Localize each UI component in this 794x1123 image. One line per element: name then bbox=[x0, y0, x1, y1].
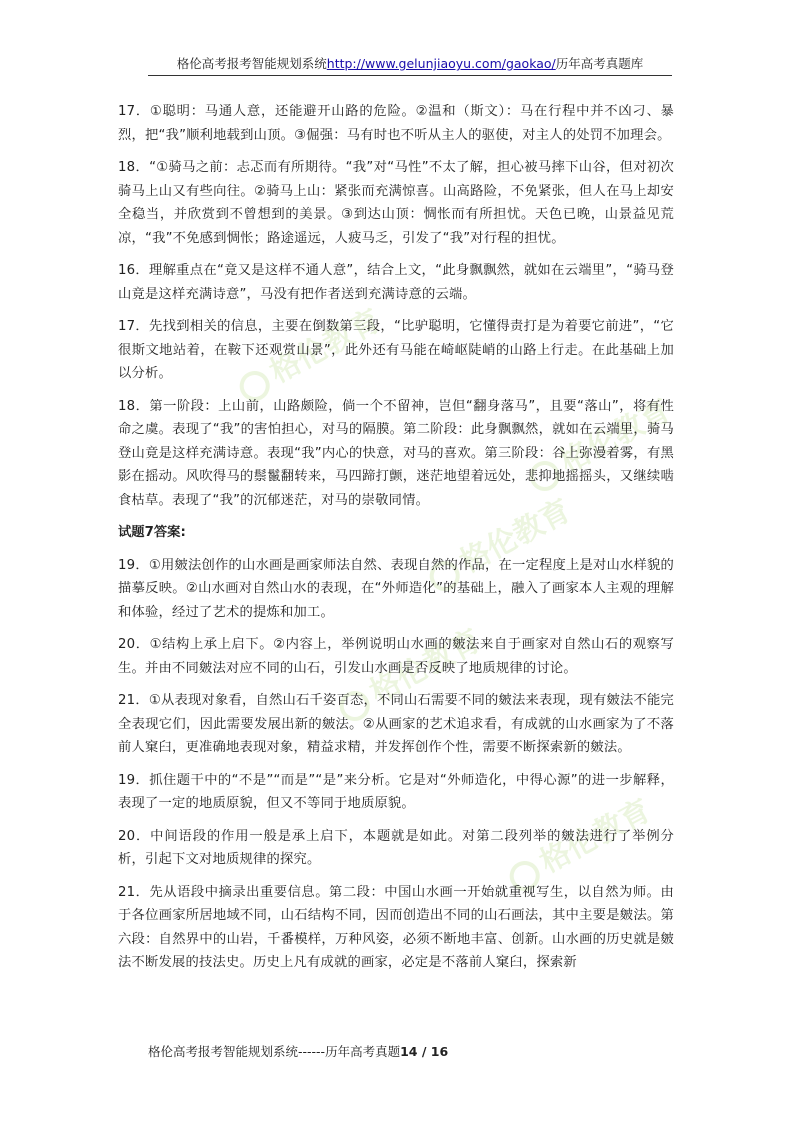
page-number: 14 / 16 bbox=[400, 1044, 449, 1059]
answer-paragraph: 16．理解重点在“竟又是这样不通人意”，结合上文，“此身飘飘然，就如在云端里”，“骑马登山竟是这样充满诗意”，马没有把作者送到充满诗意的云端。 bbox=[118, 263, 674, 302]
header-link[interactable]: http://www.gelunjiaoyu.com/gaokao/ bbox=[326, 56, 556, 71]
watermark-text: 格伦教育 bbox=[364, 623, 487, 711]
section-heading: 试题7答案: bbox=[118, 525, 186, 540]
watermark-text: 格伦教育 bbox=[264, 303, 387, 391]
answer-paragraph: 20．①结构上承上启下。②内容上，举例说明山水画的皴法来自于画家对自然山石的观察写生。并由不同皴法对应不同的山石，引发山水画是否反映了地质规律的讨论。 bbox=[118, 637, 674, 676]
answer-paragraph: 19．抓住题干中的“不是”“而是”“是”来分析。它是对“外师造化，中得心源”的进一步解释，表现了一定的地质原貌，但又不等同于地质原貌。 bbox=[118, 772, 674, 811]
answer-paragraph: 21．先从语段中摘录出重要信息。第二段：中国山水画一开始就重视写生，以自然为师。由于各位画家所居地域不同，山石结构不同，因而创造出不同的山石画法，其中主要是皴法。第六段：自然界中的山岩，千番模样，万种风姿，必须不断地丰富、创新。山水画的历史就是皴法不断发展的技法史。历史上凡有成就的画家，必定是不落前人窠臼，探索新 bbox=[118, 884, 674, 970]
answer-paragraph: 19．①用皴法创作的山水画是画家师法自然、表现自然的作品，在一定程度上是对山水样貌的描摹反映。②山水画对自然山水的表现，在“外师造化”的基础上，融入了画家本人主观的理解和体验，经过了艺术的提炼和加工。 bbox=[118, 557, 674, 620]
answer-paragraph: 17．①聪明：马通人意，还能避开山路的危险。②温和（斯文）：马在行程中并不凶刁、暴烈，把“我”顺利地载到山顶。③倔强：马有时也不听从主人的驱使，对主人的处罚不加理会。 bbox=[118, 104, 674, 143]
page-header bbox=[148, 55, 672, 76]
answer-paragraph: 20．中间语段的作用一般是承上启下，本题就是如此。对第二段列举的皴法进行了举例分析，引起下文对地质规律的探究。 bbox=[118, 828, 674, 867]
answer-paragraph: 17．先找到相关的信息，主要在倒数第三段，“比驴聪明，它懂得责打是为着要它前进”，“它很斯文地站着，在鞍下还观赏山景”，此外还有马能在崎岖陡峭的山路上行走。在此基础上加以分析。 bbox=[118, 319, 674, 381]
watermark-text: 格伦教育 bbox=[534, 793, 657, 881]
answer-paragraph: 18．第一阶段：上山前，山路颇险，倘一个不留神，岂但“翻身落马”，且要“落山”，将有性命之虞。表现了“我”的害怕担心，对马的隔膜。第二阶段：此身飘飘然，就如在云端里，骑马登山竟是这样充满诗意。表现“我”内心的快意，对马的喜欢。第三阶段：谷上弥漫着雾，有黑影在摇动。风吹得马的鬃鬣翻转来，马四蹄打颤，迷茫地望着远处，悲抑地摇摇头，又继续啮食枯草。表现了“我”的沉郁迷茫，对马的崇敬同情。 bbox=[118, 398, 674, 508]
header-suffix: 历年高考真题库 bbox=[555, 56, 644, 71]
answer-paragraph: 21．①从表现对象看，自然山石千姿百态，不同山石需要不同的皴法来表现，现有皴法不能完全表现它们，因此需要发展出新的皴法。②从画家的艺术追求看，有成就的山水画家为了不落前人窠臼，更准确地表现对象，精益求精，并发挥创作个性，需要不断探索新的皴法。 bbox=[118, 693, 674, 755]
answer-paragraph: 18．“①骑马之前：忐忑而有所期待。“我”对“马性”不太了解，担心被马摔下山谷，但对初次骑马上山又有些向往。②骑马上山：紧张而充满惊喜。山高路险，不免紧张，但人在马上却安全稳当，并欣赏到不曾想到的美景。③到达山顶：惆怅而有所担忧。天色已晚，山景益见荒凉，“我”不免感到惆怅；路途遥远，人疲马乏，引发了“我”对行程的担忧。 bbox=[118, 160, 674, 246]
footer-text: 格伦高考报考智能规划系统------历年高考真题 bbox=[148, 1044, 401, 1059]
watermark-text: 格伦教育 bbox=[454, 493, 577, 581]
watermark-text: 格伦教育 bbox=[554, 393, 677, 481]
answer-content bbox=[118, 100, 677, 984]
header-prefix: 格伦高考报考智能规划系统 bbox=[176, 56, 327, 71]
page-footer bbox=[148, 1043, 448, 1061]
